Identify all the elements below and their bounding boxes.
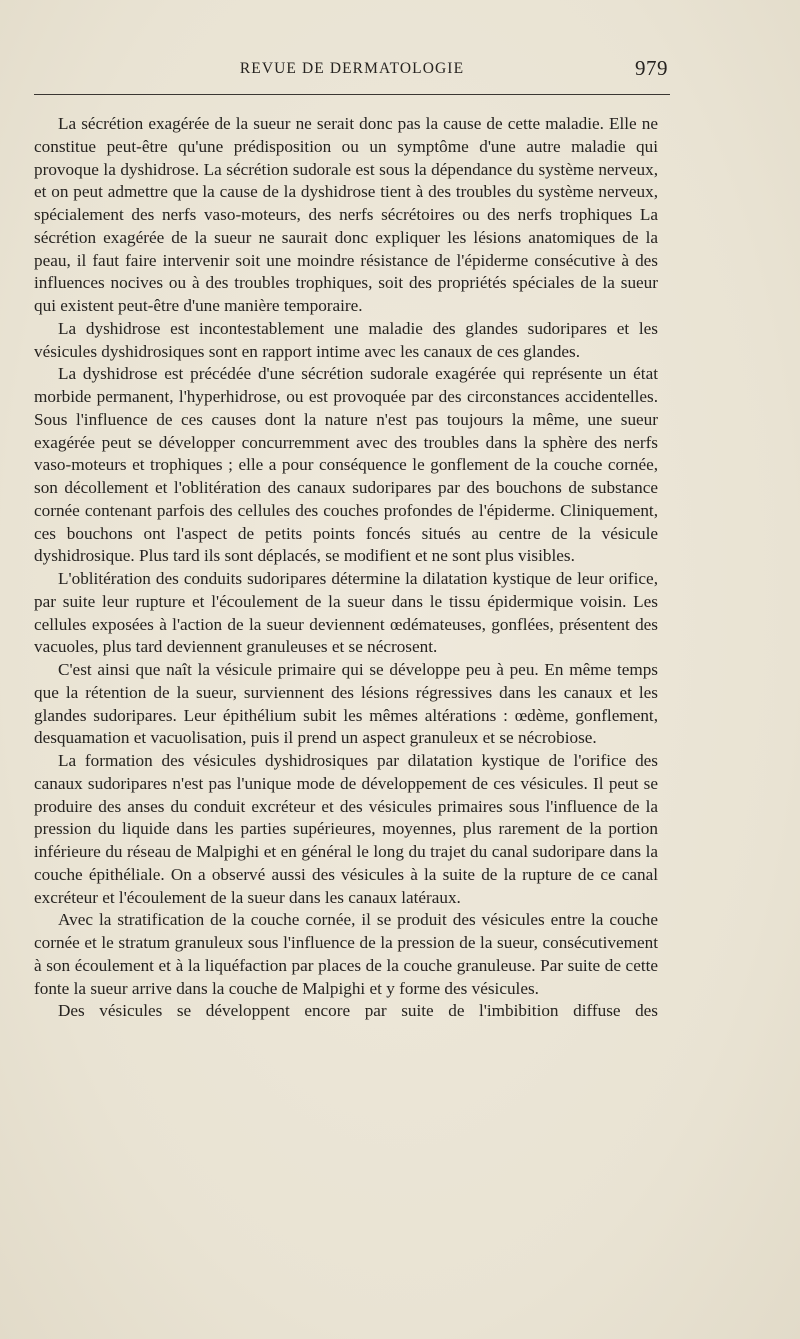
paragraph: Avec la stratification de la couche cornée, il se produit des vésicules entre la couche cornée et le stratum granuleux sous l'influence de la pression de la sueur, consécutivement à son écoulement et à la liquéfaction par places de la couche granuleuse. Par suite de cette fonte la sueur arrive dans la couche de Malpighi et y forme des vésicules. <box>34 910 658 998</box>
paragraph: La sécrétion exagérée de la sueur ne serait donc pas la cause de cette maladie. Elle ne constitue peut-être qu'une prédisposition ou un symptôme d'une autre maladie qui provoque la dyshidrose. La sécrétion sudorale est sous la dépendance du système nerveux, et on peut admettre que la cause de la dyshidrose tient à des troubles du système nerveux, spécialement des nerfs vaso-moteurs, des nerfs sécrétoires ou des nerfs trophiques La sécrétion exagérée de la sueur ne saurait donc expliquer les lésions anatomiques de la peau, il faut faire intervenir soit une moindre résistance de l'épiderme consécutive à des influences nocives ou à des troubles trophiques, soit des propriétés spéciales de la sueur qui existent peut-être d'une manière temporaire. <box>34 114 658 315</box>
page-number: 979 <box>635 56 668 80</box>
journal-title: REVUE DE DERMATOLOGIE <box>239 60 465 77</box>
running-header <box>34 52 670 92</box>
paragraph: La dyshidrose est incontestablement une maladie des glandes sudoripares et les vésicules dyshidrosiques sont en rapport intime avec les canaux de ces glandes. <box>34 318 658 361</box>
paragraph: C'est ainsi que naît la vésicule primaire qui se développe peu à peu. En même temps que la rétention de la sueur, surviennent des lésions régressives dans les canaux et les glandes sudoripares. Leur épithélium subit les mêmes altérations : œdème, gonflement, desquamation et vacuolisation, puis il prend un aspect granuleux et se nécrobiose. <box>34 660 658 748</box>
paragraph: La formation des vésicules dyshidrosiques par dilatation kystique de l'orifice des canaux sudoripares n'est pas l'unique mode de développement de ces vésicules. Il peut se produire des anses du conduit excréteur et des vésicules primaires sous l'influence de la pression du liquide dans les parties supérieures, moyennes, plus rarement de la portion inférieure du réseau de Malpighi et en général le long du trajet du canal sudoripare dans la couche épithéliale. On a observé aussi des vésicules à la suite de la rupture de ce canal excréteur et l'écoulement de la sueur dans les canaux latéraux. <box>34 751 658 907</box>
paragraph: L'oblitération des conduits sudoripares détermine la dilatation kystique de leur orifice, par suite leur rupture et l'écoulement de la sueur dans le tissu épidermique voisin. Les cellules exposées à l'action de la sueur deviennent œdémateuses, gonflées, présentent des vacuoles, plus tard deviennent granuleuses et se nécrosent. <box>34 569 658 657</box>
paragraph: La dyshidrose est précédée d'une sécrétion sudorale exagérée qui représente un état morbide permanent, l'hyperhidrose, ou est provoquée par des circonstances accidentelles. Sous l'influence de ces causes dont la nature n'est pas toujours la même, une sueur exagérée peut se développer concurremment avec des troubles dans la sphère des nerfs vaso-moteurs et trophiques ; elle a pour conséquence le gonflement de la couche cornée, son décollement et l'oblitération des canaux sudoripares par des bouchons de substance cornée contenant parfois des cellules des couches profondes de l'épiderme. Cliniquement, ces bouchons ont l'aspect de petits points foncés situés au centre de la vésicule dyshidrosique. Plus tard ils sont déplacés, se modifient et ne sont plus visibles. <box>34 364 658 566</box>
body-text <box>34 113 658 1023</box>
header-rule <box>34 94 670 95</box>
paragraph: Des vésicules se développent encore par suite de l'imbibition diffuse des <box>58 1001 658 1021</box>
